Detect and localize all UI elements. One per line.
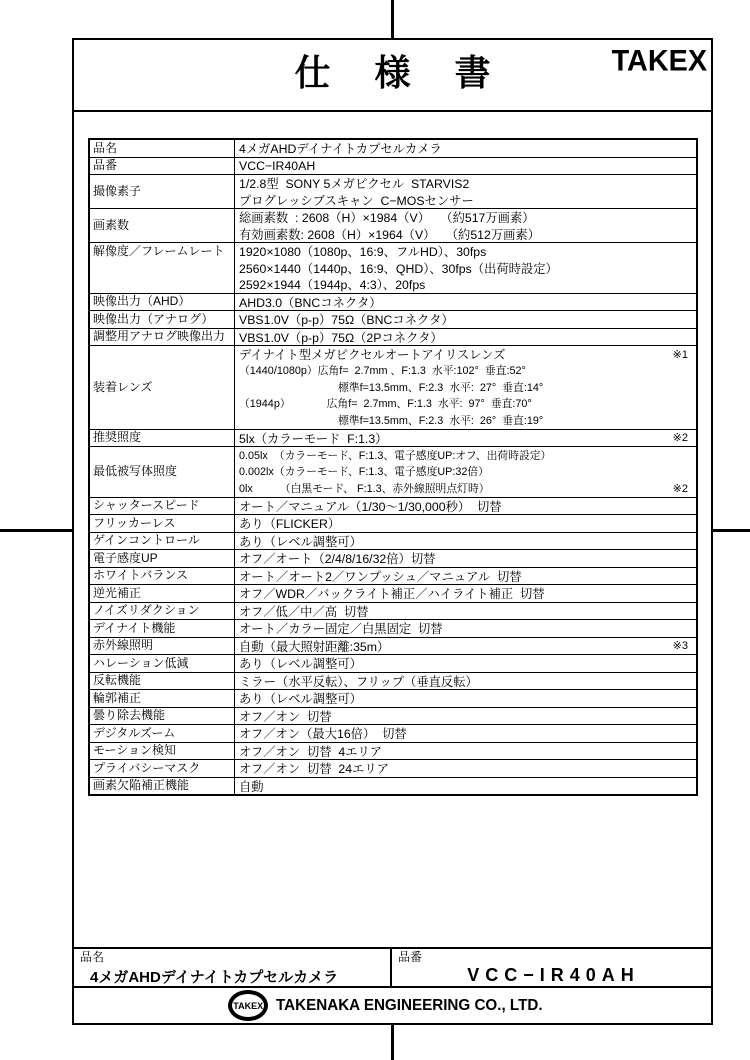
spec-row-label: 調整用アナログ映像出力 bbox=[90, 329, 235, 346]
footnote-mark: ※1 bbox=[672, 348, 688, 361]
spec-row-value bbox=[235, 673, 696, 690]
bottom-product-strip bbox=[74, 947, 711, 988]
spec-value-line: 2560×1440（1440p、16:9、QHD）、30fps（出荷時設定） bbox=[239, 261, 558, 276]
spec-row-label: プライバシーマスク bbox=[90, 760, 235, 777]
spec-row-label: 映像出力（アナログ） bbox=[90, 311, 235, 328]
product-name-value: 4メガAHDデイナイトカプセルカメラ bbox=[90, 969, 339, 986]
page-title: 仕 様 書 bbox=[294, 52, 508, 93]
spec-row-label: 品番 bbox=[90, 158, 235, 175]
spec-row bbox=[90, 345, 696, 429]
spec-row-label: 装着レンズ bbox=[90, 346, 235, 429]
spec-row-label: 赤外線照明 bbox=[90, 638, 235, 655]
spec-row-value bbox=[235, 209, 696, 242]
product-name-label: 品名 bbox=[80, 950, 105, 964]
spec-row-value bbox=[235, 638, 696, 655]
spec-row-label: 輪郭補正 bbox=[90, 690, 235, 707]
product-number-value: VCC−IR40AH bbox=[467, 965, 640, 985]
spec-row-label: 最低被写体照度 bbox=[90, 447, 235, 497]
spec-table bbox=[88, 138, 698, 796]
spec-row-label: ノイズリダクション bbox=[90, 603, 235, 620]
spec-row-label: デイナイト機能 bbox=[90, 620, 235, 637]
spec-value-line: （1440/1080p）広角f= 2.7mm 、F:1.3 水平:102° 垂直:52° bbox=[239, 365, 526, 378]
spec-row-value bbox=[235, 515, 696, 532]
spec-value-line: オート／マニュアル（1/30～1/30,000秒） 切替 bbox=[239, 499, 502, 514]
spec-value-line: オフ／オン 切替 24エリア bbox=[239, 762, 389, 777]
spec-value-line: オート／オート2／ワンプッシュ／マニュアル 切替 bbox=[239, 569, 522, 584]
spec-value-line: オフ／オート（2/4/8/16/32倍）切替 bbox=[239, 552, 436, 567]
spec-row bbox=[90, 777, 696, 795]
spec-value-line: 1920×1080（1080p、16:9、フルHD）、30fps bbox=[239, 245, 487, 260]
spec-row-label: デジタルズーム bbox=[90, 725, 235, 742]
spec-row-value bbox=[235, 603, 696, 620]
spec-row-value bbox=[235, 158, 696, 175]
spec-row-label: ゲインコントロール bbox=[90, 533, 235, 550]
spec-value-line: オフ／オン 切替 4エリア bbox=[239, 744, 383, 759]
spec-row-value bbox=[235, 175, 696, 208]
spec-row-label: モーション検知 bbox=[90, 743, 235, 760]
spec-row bbox=[90, 637, 696, 655]
spec-value-line: ミラー（水平反転）、フリップ（垂直反転） bbox=[239, 674, 478, 689]
spec-value-line: 0.05lx （カラーモード、F:1.3、電子感度UP:オフ、出荷時設定） bbox=[239, 449, 552, 462]
spec-value-line: （1944p） 広角f= 2.7mm、F:1.3 水平: 97° 垂直:70° bbox=[239, 398, 532, 411]
spec-value-line: オフ／WDR／バックライト補正／ハイライト補正 切替 bbox=[239, 587, 545, 602]
spec-row bbox=[90, 208, 696, 242]
crop-mark-bottom bbox=[391, 1025, 394, 1060]
spec-row bbox=[90, 602, 696, 620]
spec-row bbox=[90, 707, 696, 725]
spec-row-label: 撮像素子 bbox=[90, 175, 235, 208]
spec-row bbox=[90, 140, 696, 157]
spec-row bbox=[90, 654, 696, 672]
spec-row bbox=[90, 619, 696, 637]
spec-value-line: 0lx （白黒モード、 F:1.3、赤外線照明点灯時） ※2 bbox=[239, 480, 694, 497]
spec-value-line: プログレッシブスキャン C−MOSセンサー bbox=[239, 193, 474, 208]
footnote-mark: ※2 bbox=[672, 432, 688, 445]
spec-row bbox=[90, 689, 696, 707]
crop-mark-top bbox=[391, 0, 394, 38]
company-name: TAKENAKA ENGINEERING CO., LTD. bbox=[276, 996, 543, 1014]
spec-row bbox=[90, 532, 696, 550]
spec-value-line: あり（レベル調整可） bbox=[239, 657, 362, 672]
spec-row-value bbox=[235, 430, 696, 447]
spec-value-line: オフ／低／中／高 切替 bbox=[239, 604, 369, 619]
spec-value-line: オフ／オン 切替 bbox=[239, 709, 332, 724]
spec-row-value bbox=[235, 725, 696, 742]
spec-row bbox=[90, 242, 696, 293]
spec-value-line: VBS1.0V（p-p）75Ω（2Pコネクタ） bbox=[239, 330, 443, 345]
spec-row-value bbox=[235, 760, 696, 777]
spec-value-line: VBS1.0V（p-p）75Ω（BNCコネクタ） bbox=[239, 313, 454, 328]
spec-row bbox=[90, 514, 696, 532]
spec-value-line: オート／カラー固定／白黒固定 切替 bbox=[239, 622, 443, 637]
spec-row-value bbox=[235, 533, 696, 550]
spec-row bbox=[90, 174, 696, 208]
spec-row bbox=[90, 584, 696, 602]
spec-value-line: 4メガAHDデイナイトカプセルカメラ bbox=[239, 142, 442, 157]
spec-row-value bbox=[235, 568, 696, 585]
spec-row-label: 逆光補正 bbox=[90, 585, 235, 602]
spec-row bbox=[90, 567, 696, 585]
spec-value-line: 有効画素数: 2608（H）×1964（V） （約512万画素） bbox=[239, 227, 541, 242]
spec-row-label: ホワイトバランス bbox=[90, 568, 235, 585]
spec-value-line: 2592×1944（1944p、4:3）、20fps bbox=[239, 278, 426, 293]
spec-value-line: デイナイト型メガピクセルオートアイリスレンズ ※1 bbox=[239, 346, 694, 363]
footnote-mark: ※2 bbox=[672, 482, 688, 495]
spec-row-label: 品名 bbox=[90, 140, 235, 157]
spec-row-label: 解像度／フレームレート bbox=[90, 243, 235, 293]
bottom-product-number-box bbox=[392, 949, 711, 986]
spec-row-value bbox=[235, 311, 696, 328]
spec-row-value bbox=[235, 447, 696, 497]
spec-row-label: 推奨照度 bbox=[90, 430, 235, 447]
spec-row-value bbox=[235, 243, 696, 293]
spec-row bbox=[90, 310, 696, 328]
spec-row bbox=[90, 759, 696, 777]
crop-mark-right bbox=[713, 529, 750, 532]
spec-row bbox=[90, 446, 696, 497]
spec-row-value bbox=[235, 743, 696, 760]
spec-value-line: 5lx（カラーモード F:1.3） ※2 bbox=[239, 430, 694, 447]
spec-row bbox=[90, 293, 696, 311]
company-footer bbox=[74, 988, 711, 1023]
sheet-header bbox=[74, 40, 711, 112]
spec-row-label: 画素数 bbox=[90, 209, 235, 242]
spec-value-line: 総画素数 : 2608（H）×1984（V） （約517万画素） bbox=[239, 211, 535, 226]
spec-row bbox=[90, 429, 696, 447]
spec-value-line: 標準f=13.5mm、F:2.3 水平: 27° 垂直:14° bbox=[338, 381, 544, 394]
spec-value-line: 自動 bbox=[239, 779, 264, 794]
spec-value-line: VCC−IR40AH bbox=[239, 158, 316, 173]
spec-value-line: 標準f=13.5mm、F:2.3 水平: 26° 垂直:19° bbox=[338, 414, 544, 427]
spec-row-label: 電子感度UP bbox=[90, 550, 235, 567]
spec-row-value bbox=[235, 329, 696, 346]
takex-logo: TAKEX bbox=[611, 44, 707, 78]
spec-row-value bbox=[235, 498, 696, 515]
spec-value-line: あり（FLICKER） bbox=[239, 517, 341, 532]
spec-value-line: あり（レベル調整可） bbox=[239, 692, 362, 707]
spec-row-label: 映像出力（AHD） bbox=[90, 294, 235, 311]
spec-row-label: 曇り除去機能 bbox=[90, 708, 235, 725]
spec-value-line: 1/2.8型 SONY 5メガピクセル STARVIS2 bbox=[239, 177, 470, 192]
product-number-label: 品番 bbox=[398, 950, 423, 964]
crop-mark-left bbox=[0, 529, 72, 532]
spec-row-value bbox=[235, 620, 696, 637]
spec-value-line: AHD3.0（BNCコネクタ） bbox=[239, 295, 382, 310]
spec-row bbox=[90, 724, 696, 742]
spec-value-line: オフ／オン（最大16倍） 切替 bbox=[239, 727, 407, 742]
spec-value-line: 自動（最大照射距離:35m） ※3 bbox=[239, 638, 694, 655]
spec-row-value bbox=[235, 690, 696, 707]
spec-row-value bbox=[235, 294, 696, 311]
bottom-product-name-box bbox=[74, 949, 392, 986]
spec-row-label: フリッカーレス bbox=[90, 515, 235, 532]
spec-row-label: 画素欠陥補正機能 bbox=[90, 778, 235, 795]
spec-row-label: 反転機能 bbox=[90, 673, 235, 690]
takex-roundel-icon: TAKEX bbox=[228, 990, 268, 1021]
spec-row-value bbox=[235, 585, 696, 602]
spec-row-value bbox=[235, 346, 696, 429]
spec-row bbox=[90, 672, 696, 690]
spec-row bbox=[90, 328, 696, 346]
spec-row-label: シャッタースピード bbox=[90, 498, 235, 515]
spec-row bbox=[90, 497, 696, 515]
spec-row-value bbox=[235, 778, 696, 795]
spec-row-value bbox=[235, 140, 696, 157]
sheet-frame bbox=[72, 38, 713, 1025]
spec-row bbox=[90, 549, 696, 567]
footnote-mark: ※3 bbox=[672, 640, 688, 653]
spec-row-value bbox=[235, 550, 696, 567]
spec-row-label: ハレーション低減 bbox=[90, 655, 235, 672]
spec-row bbox=[90, 742, 696, 760]
spec-row bbox=[90, 157, 696, 175]
spec-row-value bbox=[235, 708, 696, 725]
spec-row-value bbox=[235, 655, 696, 672]
spec-value-line: 0.002lx（カラーモード、F:1.3、電子感度UP:32倍） bbox=[239, 466, 489, 479]
spec-value-line: あり（レベル調整可） bbox=[239, 534, 362, 549]
